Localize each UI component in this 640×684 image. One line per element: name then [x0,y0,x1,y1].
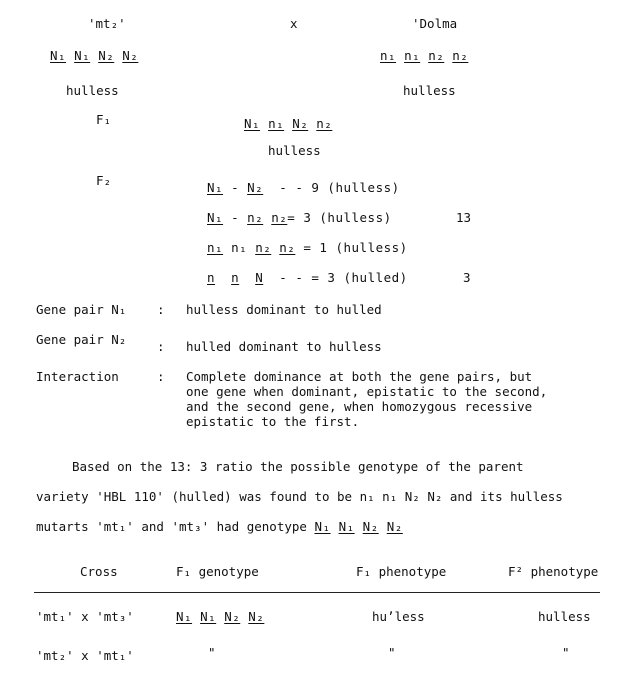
f2-row-text: = 3 (hulless) [287,210,392,225]
allele: n₁ [404,48,421,63]
parent1-name: 'mt₂' [88,16,126,31]
table-row-2-f1-ditto: " [388,645,396,660]
parent2-name: 'Dolma [412,16,458,31]
allele: N₂ [386,519,403,534]
f2-row-1: N₁ - N₂ - - 9 (hulless) [207,180,400,195]
parent1-genotype [50,48,138,63]
allele: n₂ [316,116,333,131]
paragraph-line-1: Based on the 13: 3 ratio the possible genotype of the parent [72,459,524,474]
allele: n₂ [452,48,469,63]
table-row-2-cross: 'mt₂' x 'mt₁' [36,648,134,663]
table-header-cross: Cross [80,564,118,579]
table-header-f1-phenotype: F₁ phenotype [356,564,447,579]
parent1-phenotype: hulless [66,83,119,98]
allele: N₁ [176,609,193,624]
table-row-2-genotype-ditto: " [208,645,216,660]
allele: N₁ [74,48,91,63]
interaction-text: Complete dominance at both the gene pairs, but one gene when dominant, epistatic to the second, and the second gene, when homozygous recessive epistatic to the first. [186,369,548,429]
table-row-1-f2-phenotype: hulless [538,609,591,624]
table-header-f1-genotype: F₁ genotype [176,564,259,579]
f1-label: F₁ [96,112,112,127]
f2-row-4: n n N - - = 3 (hulled) [207,270,408,285]
cross-symbol: x [290,16,298,31]
f2-row-text: - - = 3 (hulled) [279,270,408,285]
interaction-label: Interaction [36,369,119,384]
allele: n₂ [428,48,445,63]
allele: N₁ [244,116,261,131]
f2-row-3: n₁ n₁ n₂ n₂ = 1 (hulless) [207,240,408,255]
f2-row-text: - - 9 (hulless) [279,180,400,195]
gene-pair-1-desc: hulless dominant to hulled [186,302,382,317]
allele: n₁ [380,48,397,63]
table-row-1-f1-phenotype: huʼless [372,609,425,624]
allele: N₂ [122,48,139,63]
table-header-f2-phenotype: F² phenotype [508,564,599,579]
table-rule [34,592,600,593]
allele: N₂ [292,116,309,131]
allele: N₁ [338,519,355,534]
allele: N₁ [200,609,217,624]
allele: N₂ [248,609,265,624]
parent2-phenotype: hulless [403,83,456,98]
parent2-genotype [380,48,468,63]
allele: N₁ [50,48,67,63]
allele: N₁ [314,519,331,534]
allele: N₂ [98,48,115,63]
gene-pair-2-label: Gene pair N₂ [36,332,127,347]
table-row-1-cross: 'mt₁' x 'mt₃' [36,609,134,624]
allele: N₂ [362,519,379,534]
f1-phenotype: hulless [268,143,321,158]
allele: n₁ [268,116,285,131]
table-row-1-genotype [176,609,264,624]
interaction-colon: : [157,369,165,384]
gene-pair-1-label: Gene pair N₁ [36,302,127,317]
f2-total-hulled: 3 [463,270,471,285]
gene-pair-2-colon: : [157,339,165,354]
gene-pair-1-colon: : [157,302,165,317]
f2-total-hulless: 13 [456,210,472,225]
table-row-2-f2-ditto: " [562,645,570,660]
allele: N₂ [224,609,241,624]
paragraph-line-2: variety 'HBL 110' (hulled) was found to be n₁ n₁ N₂ N₂ and its hulless [36,489,563,504]
f2-label: F₂ [96,173,112,188]
f2-row-2: N₁ - n₂ n₂= 3 (hulless) [207,210,392,225]
paragraph-line-3: mutarts 'mt₁' and 'mt₃' had genotype N₁ N₁ N₂ N₂ [36,519,403,534]
gene-pair-2-desc: hulled dominant to hulless [186,339,382,354]
f2-row-text: = 1 (hulless) [303,240,408,255]
mutant-genotype [314,519,402,534]
f1-genotype [244,116,332,131]
